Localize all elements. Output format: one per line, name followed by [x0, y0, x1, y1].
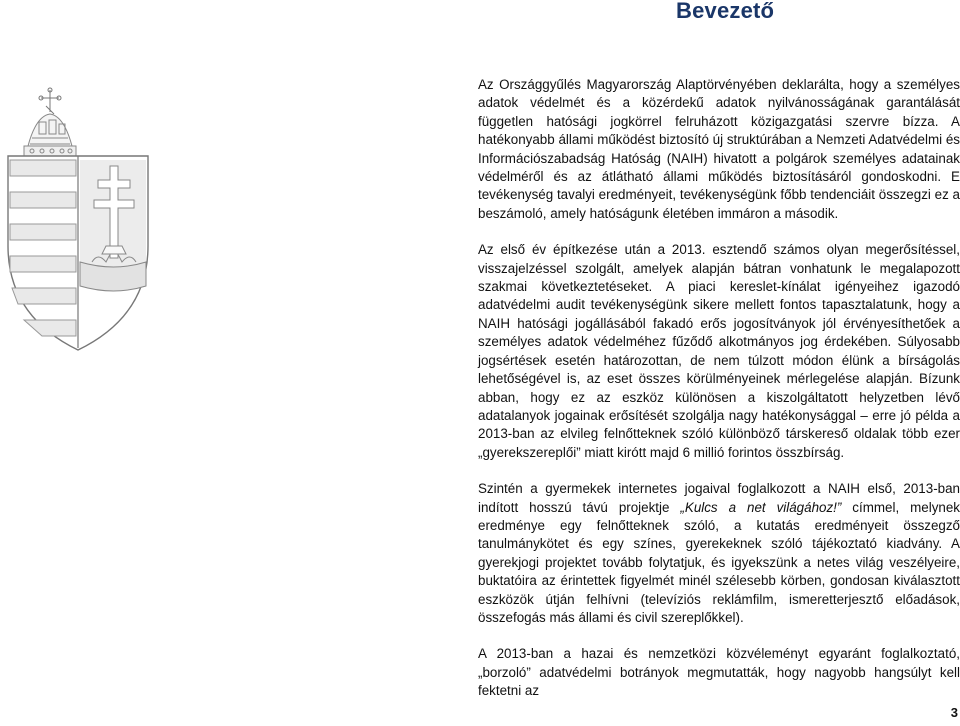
- shield-stripes: [10, 160, 76, 336]
- crown: [24, 114, 76, 156]
- paragraph-3: [478, 480, 960, 627]
- paragraph-3-rest: címmel, melynek eredménye egy felnőtteknek szóló, a kutatás eredményeit összegző tanulmánykötet és egy színes, gyerekeknek szóló tájékoztató kiadvány. A gyerekjogi projektet tovább folytatjuk, és igyekszünk a netes világ veszélyeire, buktatóira az érintettek figyelmét minél szélesebb körben, gondosan kiválasztott eszközök útján felhívni (televíziós reklámfilm, ismeretterjesztő előadások, összefogás más állami és civil szereplőkkel).: [478, 499, 960, 625]
- project-title: „Kulcs a net világához!”: [680, 499, 842, 515]
- paragraph-2: Az első év építkezése után a 2013. esztendő számos olyan megerősítéssel, visszajelzéssel szolgált, amelyek alapján bátran vonhatunk le megalapozott szakmai következtetéseket. A piaci kereslet-kínálat igényeihez igazodó adatvédelmi audit tevékenységünk sikere mellett fontos tapasztalatunk, hogy a NAIH hatósági jogállásából fakadó erős jogosítványok jól érvényesíthetőek a személyes adatok védelméhez fűződő alkotmányos jog érdekében. Súlyosabb jogsértések esetén határozottan, de nem túlzott módon élünk a bírságolás lehetőségével is, az eset összes körülményeinek mérlegelése alapján. Bízunk abban, hogy ez az eszköz különösen a kiszolgáltatott helyzetben lévő adatalanyok jogainak erősítését szolgálja nagy hatékonysággal – erre jó példa a 2013-ban az elvileg felnőtteknek szóló különböző társkereső oldalak több ezer „gyerekszereplői” miatt kirótt majd 6 millió forintos összbírság.: [478, 242, 960, 460]
- page-number: 3: [950, 705, 958, 720]
- page-title: Bevezető: [676, 0, 775, 23]
- paragraph-4: A 2013-ban a hazai és nemzetközi közvéleményt egyaránt foglalkoztató, „borzoló” adatvédelmi botrányok megmutatták, hogy nagyobb hangsúlyt kell fektetni az: [478, 646, 960, 699]
- coat-of-arms-icon: [6, 86, 152, 352]
- double-cross: [80, 160, 146, 291]
- paragraph-1: Az Országgyűlés Magyarország Alaptörvényében deklarálta, hogy a személyes adatok védelmét és a közérdekű adatok nyilvánosságának garantálását független hatósági jogkörrel felruházott közigazgatási szervre bízza. A hatékonyabb állami működést biztosító új struktúrában a Nemzeti Adatvédelmi és Információszabadság Hatóság (NAIH) hivatott a polgárok személyes adatainak védelméről és az átlátható állami működés biztosításáról gondoskodni. E tevékenység tavalyi eredményeit, tevékenységünk főbb tendenciáit összegzi ez a beszámoló, amely hatóságunk életében immáron a második.: [478, 77, 960, 221]
- intro-text-column: [478, 76, 960, 719]
- header-bar: [0, 0, 960, 34]
- paragraph-3-lead: Szintén a gyermekek internetes jogaival foglalkozott a NAIH első, 2013-ban indított hosszú távú projektje: [478, 481, 960, 515]
- crown-cross: [39, 88, 61, 114]
